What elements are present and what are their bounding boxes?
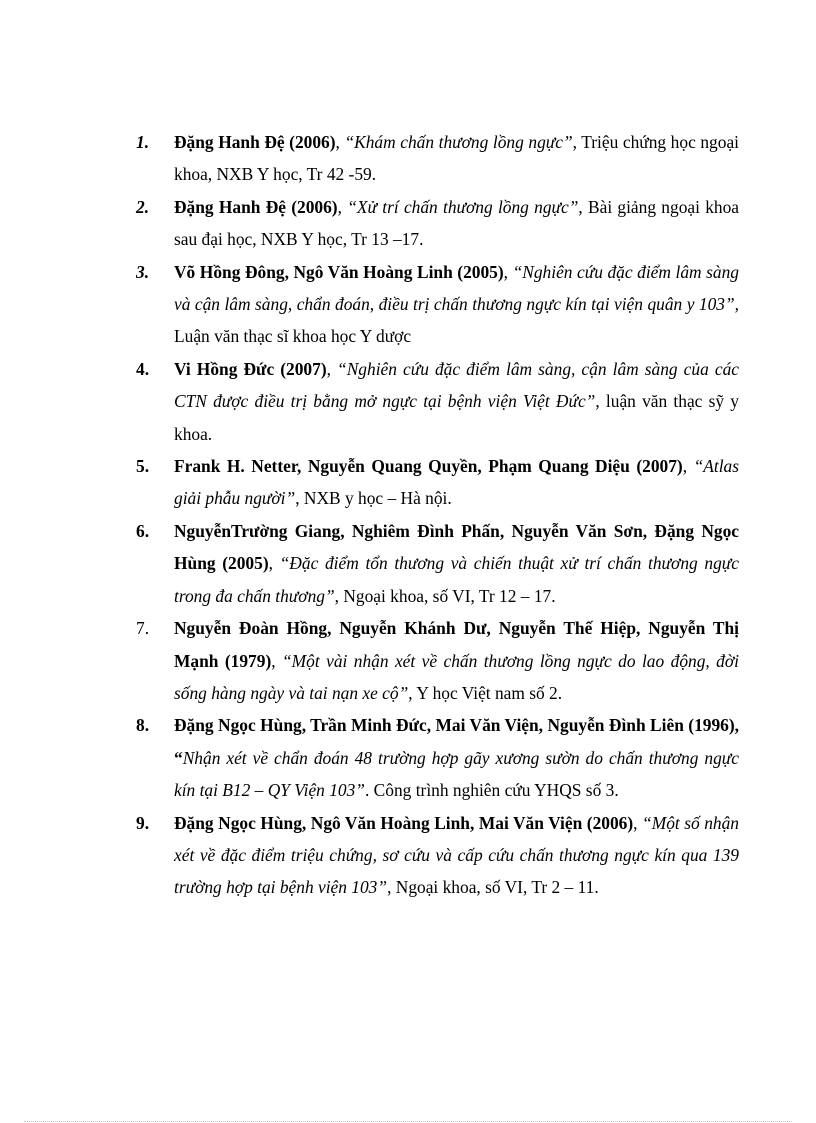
reference-authors: Đặng Ngọc Hùng, Trần Minh Đức, Mai Văn Viện, Nguyễn Đình Liên (1996), “	[174, 715, 739, 768]
reference-title: Nhận xét về chẩn đoán 48 trường hợp gãy xương sườn do chấn thương ngực kín tại B12 – QY Viện 103”	[174, 747, 739, 801]
reference-authors: Frank H. Netter, Nguyễn Quang Quyền, Phạm Quang Diệu (2007)	[174, 456, 683, 477]
reference-item-6	[136, 515, 739, 612]
reference-item-1	[136, 126, 739, 191]
reference-number: 8.	[136, 715, 150, 736]
reference-number: 9.	[136, 812, 150, 833]
reference-publisher: Luận văn thạc sĩ khoa học Y dược	[174, 326, 412, 347]
reference-title: “Khám chấn thương lồng ngực”	[344, 132, 573, 152]
reference-title: “Nghiên cứu đặc điểm lâm sàng, cận lâm sàng của các CTN được điều trị bằng mở ngực tại bệnh viện Việt Đức”	[174, 358, 739, 412]
reference-number: 4.	[136, 358, 150, 379]
reference-number: 2.	[136, 196, 150, 217]
reference-separator: ,	[682, 456, 694, 477]
reference-separator: ,	[268, 553, 280, 574]
reference-publisher: . Công trình nghiên cứu YHQS số 3.	[364, 780, 619, 801]
reference-number: 5.	[136, 456, 150, 477]
reference-authors: Đặng Ngọc Hùng, Ngô Văn Hoàng Linh, Mai Văn Viện (2006)	[174, 812, 634, 833]
reference-number: 3.	[136, 261, 150, 282]
page-bottom-rule	[24, 1121, 792, 1122]
reference-title: “Một số nhận xét về đặc điểm triệu chứng, sơ cứu và cấp cứu chấn thương ngực kín qua 139 trường hợp tại bệnh viện 103”	[174, 812, 740, 898]
reference-title: “Xử trí chấn thương lồng ngực”	[347, 196, 579, 217]
reference-separator: ,	[326, 358, 338, 379]
reference-list	[136, 126, 739, 904]
reference-title: “Nghiên cứu đặc điểm lâm sàng và cận lâm sàng, chẩn đoán, điều trị chấn thương ngực kín tại viện quân y 103”,	[174, 261, 739, 315]
reference-separator: ,	[337, 196, 348, 217]
reference-number: 6.	[136, 520, 150, 541]
reference-authors: Võ Hồng Đông, Ngô Văn Hoàng Linh (2005)	[174, 261, 504, 282]
reference-publisher: , Bài giảng ngoại khoa sau đại học, NXB Y học, Tr 13 –17.	[174, 196, 739, 250]
reference-separator: ,	[503, 261, 513, 282]
reference-publisher: , Ngoại khoa, số VI, Tr 12 – 17.	[334, 585, 556, 606]
reference-authors: Đặng Hanh Đệ (2006)	[174, 196, 338, 217]
reference-title: “Một vài nhận xét về chấn thương lồng ngực do lao động, đời sống hàng ngày và tai nạn xe cộ”	[174, 650, 739, 703]
reference-publisher: , Ngoại khoa, số VI, Tr 2 – 11.	[387, 877, 599, 898]
reference-item-7	[136, 612, 739, 709]
reference-number: 7.	[136, 618, 150, 639]
reference-item-4	[136, 353, 739, 450]
reference-separator: ,	[335, 132, 345, 152]
reference-separator: ,	[633, 812, 643, 833]
reference-publisher: , Y học Việt nam số 2.	[408, 682, 563, 703]
reference-item-2	[136, 191, 739, 256]
reference-item-5	[136, 450, 739, 515]
reference-item-8	[136, 709, 739, 806]
reference-title: “Đặc điểm tổn thương và chiến thuật xử trí chấn thương ngực trong đa chấn thương”	[174, 553, 739, 606]
reference-publisher: , Triệu chứng học ngoại khoa, NXB Y học, Tr 42 -59.	[174, 132, 739, 185]
reference-number: 1.	[136, 132, 150, 152]
reference-authors: Vi Hồng Đức (2007)	[174, 358, 327, 379]
reference-authors: Đặng Hanh Đệ (2006)	[174, 132, 336, 152]
reference-title: “Atlas giải phẫu người”	[174, 456, 739, 509]
reference-publisher: , luận văn thạc sỹ y khoa.	[174, 391, 739, 444]
reference-separator: ,	[271, 650, 282, 671]
reference-item-3	[136, 256, 739, 353]
reference-publisher: , NXB y học – Hà nội.	[295, 488, 452, 509]
reference-authors: NguyễnTrường Giang, Nghiêm Đình Phấn, Nguyễn Văn Sơn, Đặng Ngọc Hùng (2005)	[174, 520, 739, 574]
reference-authors: Nguyễn Đoàn Hồng, Nguyễn Khánh Dư, Nguyễn Thế Hiệp, Nguyễn Thị Mạnh (1979)	[174, 618, 739, 671]
reference-item-9	[136, 807, 739, 904]
